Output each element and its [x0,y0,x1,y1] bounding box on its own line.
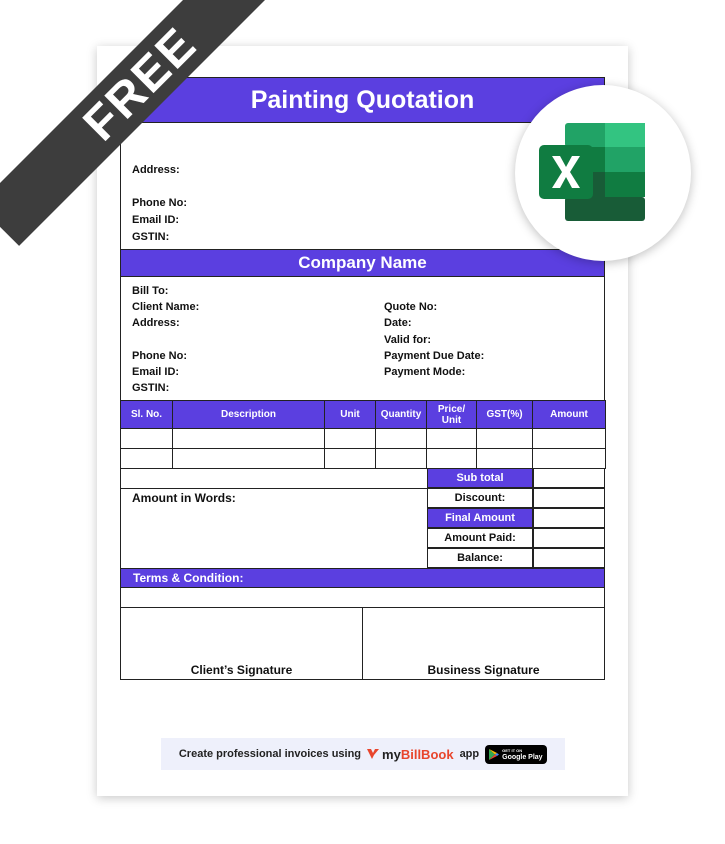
table-cell[interactable] [427,449,477,469]
table-cell[interactable] [477,449,533,469]
column-header: GST(%) [477,401,533,429]
table-cell[interactable] [325,449,376,469]
subtotal-value[interactable] [533,468,605,488]
discount-label: Discount: [427,488,533,508]
excel-icon [539,123,649,223]
amount-in-words-label: Amount in Words: [132,491,236,505]
payment-mode-label: Payment Mode: [384,366,466,378]
mybillbook-logo [367,747,454,762]
spacer-row [120,468,428,489]
client-signature-label: Client’s Signature [190,663,293,677]
free-ribbon-label: FREE [73,17,207,151]
table-row [121,429,606,449]
business-signature-label: Business Signature [427,663,540,677]
table-cell[interactable] [533,429,606,449]
client-address-label: Address: [132,317,180,329]
balance-label: Balance: [427,548,533,568]
document-title [120,77,605,123]
final-amount-row [427,508,605,528]
discount-value[interactable] [533,488,605,508]
excel-badge [515,85,691,261]
bill-to-box [120,276,605,401]
table-cell[interactable] [121,429,173,449]
amount-paid-row [427,528,605,548]
table-cell[interactable] [325,429,376,449]
balance-row [427,548,605,568]
date-label: Date: [384,317,412,329]
promo-suffix: app [459,748,480,760]
terms-content-box[interactable] [120,587,605,608]
items-table [120,400,606,469]
table-cell[interactable] [427,429,477,449]
client-gstin-label: GSTIN: [132,382,170,394]
store-big-text: Google Play [502,754,543,761]
amount-paid-label: Amount Paid: [427,528,533,548]
company-name: Company Name [298,253,427,272]
column-header: Sl. No. [121,401,173,429]
subtotal-label: Sub total [427,468,533,488]
final-amount-value[interactable] [533,508,605,528]
terms-label: Terms & Condition: [133,571,244,585]
column-header: Price/ Unit [427,401,477,429]
balance-value[interactable] [533,548,605,568]
document-title-text: Painting Quotation [250,85,475,114]
promo-text: Create professional invoices using [178,748,362,760]
table-cell[interactable] [533,449,606,469]
brand-prefix: my [382,746,401,762]
client-phone-label: Phone No: [132,350,187,362]
table-cell[interactable] [477,429,533,449]
terms-band [120,568,605,588]
google-play-badge[interactable] [485,745,547,764]
table-header-row [121,401,606,429]
seller-gstin-label: GSTIN: [132,231,170,243]
valid-for-label: Valid for: [384,334,432,346]
table-cell[interactable] [376,429,427,449]
mybillbook-logo-icon [367,749,379,760]
brand-name: BillBook [400,746,454,762]
final-amount-label: Final Amount [427,508,533,528]
column-header: Description [173,401,325,429]
client-email-label: Email ID: [132,366,180,378]
table-row [121,449,606,469]
promo-banner[interactable] [161,738,565,770]
bill-to-heading: Bill To: [132,285,169,297]
subtotal-row [427,468,605,488]
payment-due-date-label: Payment Due Date: [384,350,485,362]
client-name-label: Client Name: [132,301,200,313]
company-name-band [120,249,605,277]
column-header: Unit [325,401,376,429]
discount-row [427,488,605,508]
table-cell[interactable] [121,449,173,469]
column-header: Quantity [376,401,427,429]
seller-address-label: Address: [132,164,180,176]
table-cell[interactable] [173,449,325,469]
table-cell[interactable] [173,429,325,449]
amount-paid-value[interactable] [533,528,605,548]
quote-no-label: Quote No: [384,301,438,313]
seller-phone-label: Phone No: [132,197,187,209]
store-small-text: GET IT ON [502,748,523,753]
table-cell[interactable] [376,449,427,469]
column-header: Amount [533,401,606,429]
seller-email-label: Email ID: [132,214,180,226]
google-play-icon [489,749,499,760]
